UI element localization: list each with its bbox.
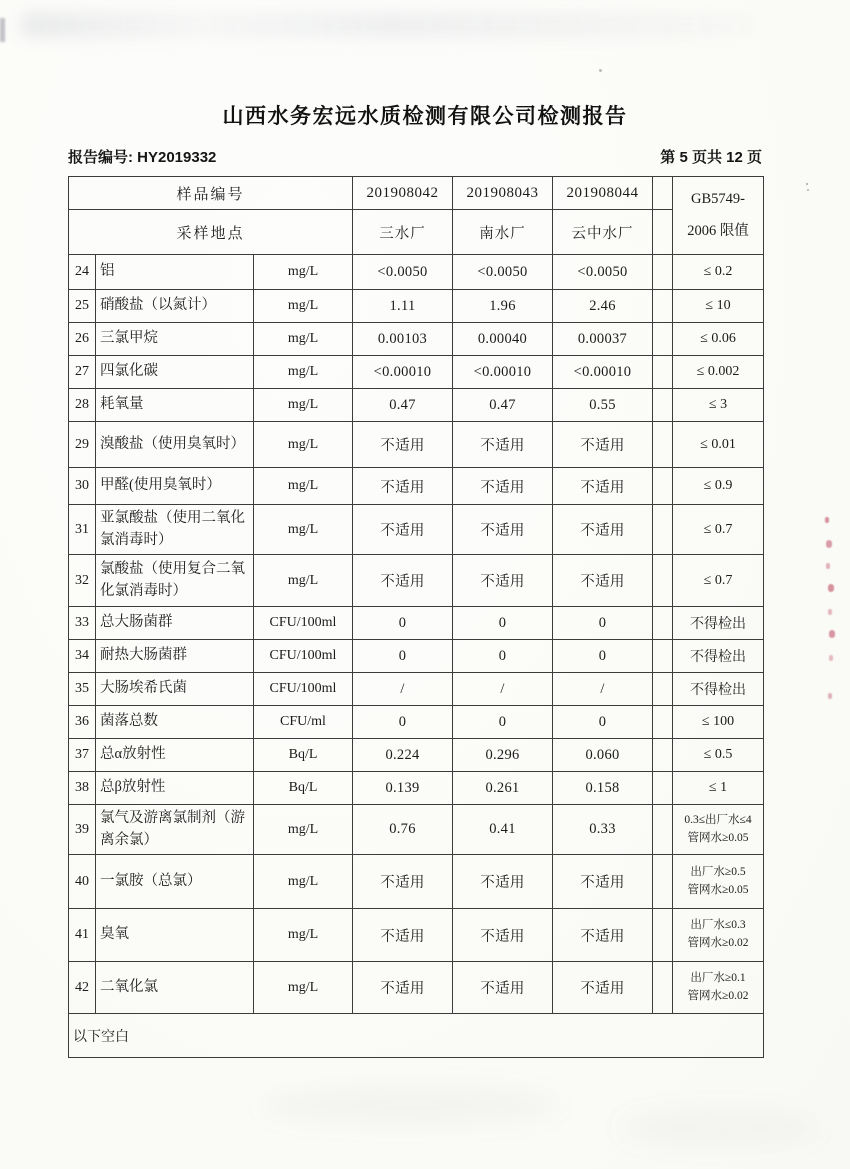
- column-gap: [653, 673, 673, 706]
- value-plant1: 0: [353, 640, 453, 673]
- unit: CFU/100ml: [254, 673, 353, 706]
- limit-value: 出厂水≥0.1 管网水≥0.02: [673, 962, 764, 1014]
- column-gap: [653, 805, 673, 855]
- parameter-name: 氯酸盐（使用复合二氧化氯消毒时）: [96, 555, 254, 607]
- row-number: 26: [69, 323, 96, 356]
- scan-speck: [599, 69, 602, 72]
- unit: mg/L: [254, 255, 353, 290]
- value-plant2: 0.296: [453, 739, 553, 772]
- scan-speck: [806, 183, 808, 185]
- column-gap: [653, 607, 673, 640]
- table-row: [69, 468, 764, 505]
- value-plant3: <0.0050: [553, 255, 653, 290]
- column-gap: [653, 389, 673, 422]
- value-plant1: <0.00010: [353, 356, 453, 389]
- limit-value: ≤ 0.9: [673, 468, 764, 505]
- value-plant1: 0.224: [353, 739, 453, 772]
- value-plant1: <0.0050: [353, 255, 453, 290]
- value-plant2: 0.41: [453, 805, 553, 855]
- unit: CFU/100ml: [254, 640, 353, 673]
- value-plant2: 不适用: [453, 855, 553, 909]
- value-plant2: <0.0050: [453, 255, 553, 290]
- table-row: [69, 290, 764, 323]
- sample-id-1: 201908042: [353, 177, 453, 210]
- value-plant3: 0.060: [553, 739, 653, 772]
- limit-header-line2: 2006 限值: [687, 223, 749, 240]
- blank-row: [69, 1014, 764, 1058]
- parameter-name: 硝酸盐（以氮计）: [96, 290, 254, 323]
- row-number: 33: [69, 607, 96, 640]
- red-bleed-through-marks: [825, 517, 829, 523]
- row-number: 40: [69, 855, 96, 909]
- parameter-name: 菌落总数: [96, 706, 254, 739]
- parameter-name: 总α放射性: [96, 739, 254, 772]
- value-plant1: 0.47: [353, 389, 453, 422]
- parameter-name: 一氯胺（总氯）: [96, 855, 254, 909]
- header-row-sample-ids: [69, 177, 764, 210]
- column-gap: [653, 422, 673, 468]
- parameter-name: 亚氯酸盐（使用二氧化氯消毒时）: [96, 505, 254, 555]
- limit-value: ≤ 0.7: [673, 505, 764, 555]
- row-number: 25: [69, 290, 96, 323]
- table-row: [69, 962, 764, 1014]
- value-plant1: 1.11: [353, 290, 453, 323]
- unit: mg/L: [254, 323, 353, 356]
- scan-smudge-bottom: [260, 1085, 560, 1125]
- value-plant1: 0.76: [353, 805, 453, 855]
- value-plant2: 不适用: [453, 909, 553, 962]
- unit: CFU/100ml: [254, 607, 353, 640]
- location-2: 南水厂: [453, 210, 553, 255]
- limit-value: 不得检出: [673, 640, 764, 673]
- parameter-name: 二氧化氯: [96, 962, 254, 1014]
- sample-id-label: 样品编号: [69, 177, 353, 210]
- row-number: 39: [69, 805, 96, 855]
- column-gap: [653, 909, 673, 962]
- value-plant2: 0: [453, 706, 553, 739]
- unit: Bq/L: [254, 739, 353, 772]
- limit-column-header: [673, 177, 764, 255]
- page-indicator: 第 5 页共 12 页: [660, 149, 762, 166]
- value-plant1: 0.00103: [353, 323, 453, 356]
- limit-value: ≤ 1: [673, 772, 764, 805]
- value-plant1: 不适用: [353, 505, 453, 555]
- parameter-name: 三氯甲烷: [96, 323, 254, 356]
- parameter-name: 总β放射性: [96, 772, 254, 805]
- parameter-name: 甲醛(使用臭氧时）: [96, 468, 254, 505]
- column-gap: [653, 290, 673, 323]
- column-gap: [653, 772, 673, 805]
- limit-value: 出厂水≥0.5 管网水≥0.05: [673, 855, 764, 909]
- value-plant2: 1.96: [453, 290, 553, 323]
- value-plant2: 0: [453, 607, 553, 640]
- parameter-name: 大肠埃希氏菌: [96, 673, 254, 706]
- limit-value: ≤ 3: [673, 389, 764, 422]
- report-meta-row: [68, 146, 762, 167]
- page-title: 山西水务宏远水质检测有限公司检测报告: [222, 105, 628, 128]
- limit-header-line1: GB5749-: [691, 190, 745, 207]
- row-number: 37: [69, 739, 96, 772]
- row-number: 38: [69, 772, 96, 805]
- unit: mg/L: [254, 555, 353, 607]
- value-plant2: 0.261: [453, 772, 553, 805]
- value-plant3: 0: [553, 607, 653, 640]
- value-plant1: 0.139: [353, 772, 453, 805]
- parameter-name: 铝: [96, 255, 254, 290]
- limit-value: ≤ 0.5: [673, 739, 764, 772]
- table-header: [69, 177, 764, 255]
- table-row: [69, 422, 764, 468]
- parameter-name: 臭氧: [96, 909, 254, 962]
- limit-value: 不得检出: [673, 607, 764, 640]
- limit-value: ≤ 0.2: [673, 255, 764, 290]
- location-3: 云中水厂: [553, 210, 653, 255]
- limit-value: ≤ 100: [673, 706, 764, 739]
- column-gap: [653, 356, 673, 389]
- value-plant2: /: [453, 673, 553, 706]
- value-plant3: 不适用: [553, 555, 653, 607]
- column-gap: [653, 323, 673, 356]
- unit: CFU/ml: [254, 706, 353, 739]
- value-plant3: 0: [553, 640, 653, 673]
- column-gap: [653, 640, 673, 673]
- column-gap: [653, 739, 673, 772]
- location-label: 采样地点: [69, 210, 353, 255]
- table-row: [69, 323, 764, 356]
- value-plant2: 0.47: [453, 389, 553, 422]
- value-plant1: /: [353, 673, 453, 706]
- table-row: [69, 607, 764, 640]
- row-number: 42: [69, 962, 96, 1014]
- table-row: [69, 739, 764, 772]
- table-row: [69, 855, 764, 909]
- table-row: [69, 909, 764, 962]
- header-row-locations: [69, 210, 764, 255]
- column-gap: [653, 210, 673, 255]
- below-blank-note: 以下空白: [69, 1014, 764, 1058]
- value-plant3: /: [553, 673, 653, 706]
- row-number: 29: [69, 422, 96, 468]
- value-plant1: 0: [353, 706, 453, 739]
- value-plant3: 不适用: [553, 468, 653, 505]
- row-number: 28: [69, 389, 96, 422]
- value-plant3: 不适用: [553, 855, 653, 909]
- value-plant3: 0.00037: [553, 323, 653, 356]
- value-plant3: <0.00010: [553, 356, 653, 389]
- value-plant2: 不适用: [453, 962, 553, 1014]
- sample-id-2: 201908043: [453, 177, 553, 210]
- table-row: [69, 389, 764, 422]
- sample-id-3: 201908044: [553, 177, 653, 210]
- unit: mg/L: [254, 290, 353, 323]
- table-row: [69, 255, 764, 290]
- value-plant1: 不适用: [353, 555, 453, 607]
- table-body: [69, 255, 764, 1058]
- table-row: [69, 640, 764, 673]
- scan-edge-mark: [0, 18, 5, 42]
- column-gap: [653, 706, 673, 739]
- limit-value: ≤ 0.01: [673, 422, 764, 468]
- parameter-name: 溴酸盐（使用臭氧时）: [96, 422, 254, 468]
- row-number: 36: [69, 706, 96, 739]
- value-plant1: 不适用: [353, 855, 453, 909]
- value-plant3: 不适用: [553, 505, 653, 555]
- value-plant3: 2.46: [553, 290, 653, 323]
- value-plant2: 0: [453, 640, 553, 673]
- unit: mg/L: [254, 422, 353, 468]
- parameter-name: 耐热大肠菌群: [96, 640, 254, 673]
- value-plant3: 0: [553, 706, 653, 739]
- report-number: 报告编号: HY2019332: [68, 149, 217, 166]
- table-row: [69, 356, 764, 389]
- parameter-name: 四氯化碳: [96, 356, 254, 389]
- location-1: 三水厂: [353, 210, 453, 255]
- row-number: 30: [69, 468, 96, 505]
- value-plant2: 不适用: [453, 468, 553, 505]
- row-number: 32: [69, 555, 96, 607]
- results-table: [68, 176, 764, 1058]
- table-row: [69, 505, 764, 555]
- value-plant3: 0.55: [553, 389, 653, 422]
- unit: mg/L: [254, 855, 353, 909]
- row-number: 31: [69, 505, 96, 555]
- table-row: [69, 673, 764, 706]
- table-row: [69, 805, 764, 855]
- value-plant2: 不适用: [453, 555, 553, 607]
- row-number: 27: [69, 356, 96, 389]
- column-gap: [653, 962, 673, 1014]
- value-plant1: 不适用: [353, 468, 453, 505]
- unit: mg/L: [254, 389, 353, 422]
- unit: mg/L: [254, 805, 353, 855]
- unit: mg/L: [254, 909, 353, 962]
- value-plant1: 不适用: [353, 962, 453, 1014]
- parameter-name: 总大肠菌群: [96, 607, 254, 640]
- limit-value: ≤ 0.002: [673, 356, 764, 389]
- table-row: [69, 706, 764, 739]
- column-gap: [653, 855, 673, 909]
- value-plant3: 0.158: [553, 772, 653, 805]
- limit-value: ≤ 10: [673, 290, 764, 323]
- value-plant1: 0: [353, 607, 453, 640]
- scan-smudge-bottom: [620, 1110, 820, 1146]
- value-plant3: 不适用: [553, 422, 653, 468]
- value-plant2: 不适用: [453, 505, 553, 555]
- value-plant1: 不适用: [353, 909, 453, 962]
- column-gap: [653, 555, 673, 607]
- value-plant2: 不适用: [453, 422, 553, 468]
- parameter-name: 氯气及游离氯制剂（游离余氯）: [96, 805, 254, 855]
- value-plant2: <0.00010: [453, 356, 553, 389]
- unit: mg/L: [254, 356, 353, 389]
- limit-value: 不得检出: [673, 673, 764, 706]
- limit-value: 0.3≤出厂水≤4 管网水≥0.05: [673, 805, 764, 855]
- value-plant3: 0.33: [553, 805, 653, 855]
- row-number: 34: [69, 640, 96, 673]
- value-plant3: 不适用: [553, 962, 653, 1014]
- limit-value: 出厂水≤0.3 管网水≥0.02: [673, 909, 764, 962]
- parameter-name: 耗氧量: [96, 389, 254, 422]
- table-row: [69, 772, 764, 805]
- column-gap: [653, 177, 673, 210]
- column-gap: [653, 505, 673, 555]
- row-number: 41: [69, 909, 96, 962]
- column-gap: [653, 255, 673, 290]
- column-gap: [653, 468, 673, 505]
- table-row: [69, 555, 764, 607]
- limit-value: ≤ 0.7: [673, 555, 764, 607]
- scan-smudge-top: [20, 12, 758, 38]
- value-plant1: 不适用: [353, 422, 453, 468]
- unit: mg/L: [254, 505, 353, 555]
- unit: mg/L: [254, 962, 353, 1014]
- row-number: 24: [69, 255, 96, 290]
- value-plant2: 0.00040: [453, 323, 553, 356]
- row-number: 35: [69, 673, 96, 706]
- limit-value: ≤ 0.06: [673, 323, 764, 356]
- unit: mg/L: [254, 468, 353, 505]
- unit: Bq/L: [254, 772, 353, 805]
- value-plant3: 不适用: [553, 909, 653, 962]
